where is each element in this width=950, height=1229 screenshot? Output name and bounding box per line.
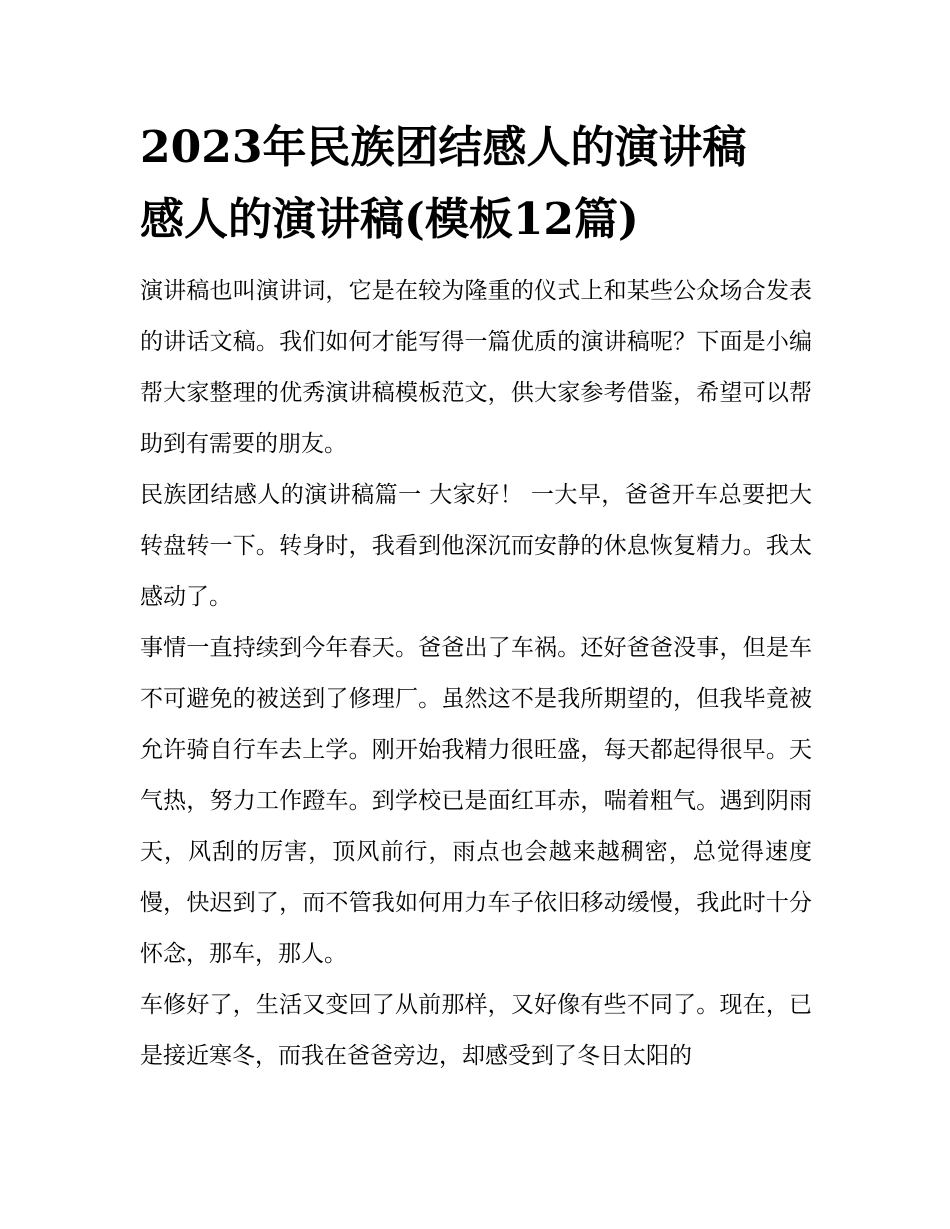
- title-line-1: 2023年民族团结感人的演讲稿: [140, 122, 747, 173]
- body-paragraph-1: 民族团结感人的演讲稿篇一 大家好！ 一大早，爸爸开车总要把大转盘转一下。转身时，我看到他深沉而安静的休息恢复精力。我太感动了。: [140, 482, 812, 610]
- document-title: [140, 112, 812, 256]
- body-paragraph-3: 车修好了，生活又变回了从前那样，又好像有些不同了。现在，已是接近寒冬，而我在爸爸旁边，却感受到了冬日太阳的: [140, 992, 812, 1069]
- title-line-2: 感人的演讲稿(模板12篇): [140, 194, 639, 245]
- body-paragraph-2: 事情一直持续到今年春天。爸爸出了车祸。还好爸爸没事，但是车不可避免的被送到了修理厂。虽然这不是我所期望的，但我毕竟被允许骑自行车去上学。刚开始我精力很旺盛，每天都起得很早。天气热，努力工作蹬车。到学校已是面红耳赤，喘着粗气。遇到阴雨天，风刮的厉害，顶风前行，雨点也会越来越稠密，总觉得速度慢，快迟到了，而不管我如何用力车子依旧移动缓慢，我此时十分怀念，那车，那人。: [140, 635, 812, 967]
- intro-paragraph: 演讲稿也叫演讲词，它是在较为隆重的仪式上和某些公众场合发表的讲话文稿。我们如何才能写得一篇优质的演讲稿呢？下面是小编帮大家整理的优秀演讲稿模板范文，供大家参考借鉴，希望可以帮助到有需要的朋友。: [140, 278, 812, 457]
- document-body: [140, 112, 812, 1082]
